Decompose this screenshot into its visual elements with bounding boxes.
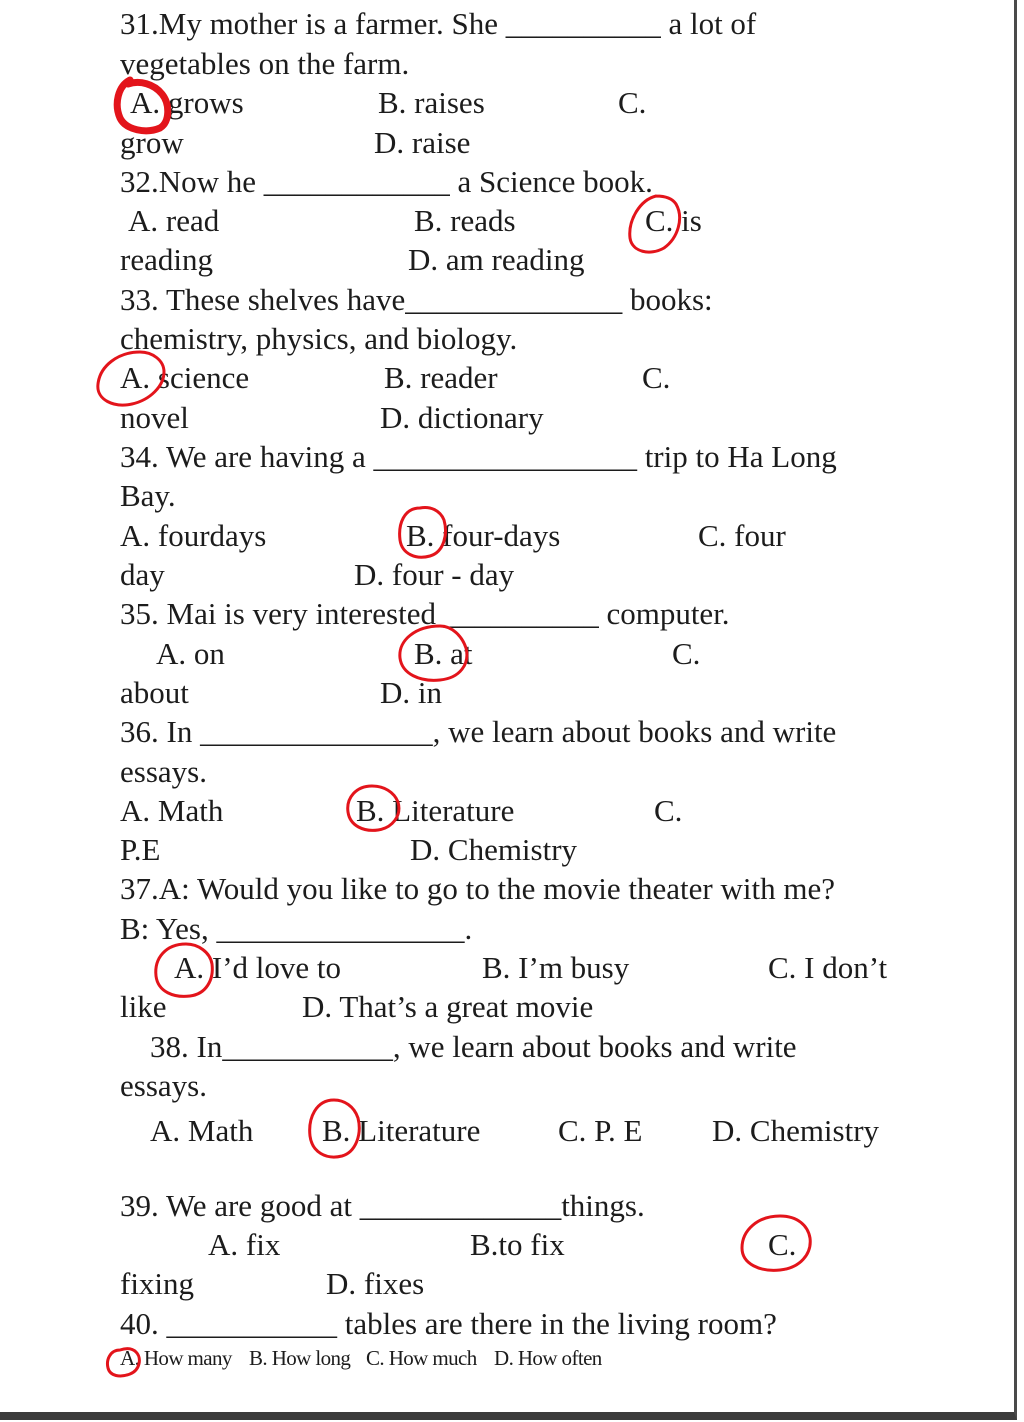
question-34-option-c-continued: day [120, 557, 165, 592]
question-39-option-c: C. [768, 1227, 797, 1262]
question-37-option-c-continued: like [120, 989, 167, 1024]
question-37-option-d: D. That’s a great movie [302, 989, 594, 1024]
question-31-option-c-continued: grow [120, 125, 184, 160]
question-32-option-c: C. is [645, 203, 702, 238]
question-36-option-c: C. [654, 793, 683, 828]
question-33-line-1: 33. These shelves have______________ books: [120, 282, 713, 317]
question-36-line-2: essays. [120, 754, 207, 789]
question-39-option-b: B.to fix [470, 1227, 565, 1262]
question-35-line-1: 35. Mai is very interested __________ computer. [120, 596, 730, 631]
question-34-line-1: 34. We are having a _________________ trip to Ha Long [120, 439, 837, 474]
question-32-option-a: A. read [128, 203, 220, 238]
question-34-option-c: C. four [698, 518, 786, 553]
question-35-option-c-continued: about [120, 675, 189, 710]
question-32-line-1: 32.Now he ____________ a Science book. [120, 164, 653, 199]
question-35-option-b: B. at [414, 636, 473, 671]
question-31-option-d: D. raise [374, 125, 471, 160]
question-37-option-a: A. I’d love to [174, 950, 342, 985]
question-34-option-a: A. fourdays [120, 518, 267, 553]
question-40-option-b: B. How long [249, 1346, 351, 1370]
question-38-option-b: B. Literature [322, 1113, 481, 1148]
question-35-option-c: C. [672, 636, 701, 671]
question-36-line-1: 36. In _______________, we learn about books and write [120, 714, 837, 749]
question-40-line-1: 40. ___________ tables are there in the living room? [120, 1306, 777, 1341]
question-38-option-a: A. Math [150, 1113, 254, 1148]
question-34-option-d: D. four - day [354, 557, 515, 592]
question-38-line-1: 38. In___________, we learn about books and write [150, 1029, 797, 1064]
question-38-line-2: essays. [120, 1068, 207, 1103]
question-40-option-c: C. How much [366, 1346, 477, 1370]
question-31-line-2: vegetables on the farm. [120, 46, 410, 81]
question-36-option-b: B. Literature [356, 793, 515, 828]
question-36-option-a: A. Math [120, 793, 224, 828]
question-39-option-a: A. fix [208, 1227, 281, 1262]
question-31-option-b: B. raises [378, 85, 485, 120]
question-34-line-2: Bay. [120, 478, 176, 513]
question-31-option-c: C. [618, 85, 647, 120]
question-34-option-b: B. four-days [406, 518, 561, 553]
question-39-option-c-continued: fixing [120, 1266, 195, 1301]
question-31-option-a: A. grows [130, 85, 244, 120]
question-32-option-b: B. reads [414, 203, 516, 238]
question-33-option-c: C. [642, 360, 671, 395]
question-37-line-2: B: Yes, ________________. [120, 911, 473, 946]
question-37-option-b: B. I’m busy [482, 950, 630, 985]
question-39-option-d: D. fixes [326, 1266, 425, 1301]
question-33-option-a: A. science [120, 360, 250, 395]
question-40-option-d: D. How often [494, 1346, 602, 1370]
question-31-line-1: 31.My mother is a farmer. She __________ a lot of [120, 6, 757, 41]
question-33-option-c-continued: novel [120, 400, 189, 435]
question-35-option-d: D. in [380, 675, 442, 710]
question-37-option-c: C. I don’t [768, 950, 888, 985]
question-32-option-c-continued: reading [120, 242, 213, 277]
question-36-option-d: D. Chemistry [410, 832, 578, 867]
question-35-option-a: A. on [156, 636, 225, 671]
question-39-line-1: 39. We are good at _____________things. [120, 1188, 645, 1223]
question-36-option-c-continued: P.E [120, 832, 161, 867]
question-32-option-d: D. am reading [408, 242, 585, 277]
question-33-line-2: chemistry, physics, and biology. [120, 321, 518, 356]
question-33-option-b: B. reader [384, 360, 498, 395]
question-38-option-d: D. Chemistry [712, 1113, 880, 1148]
question-33-option-d: D. dictionary [380, 400, 544, 435]
question-38-option-c: C. P. E [558, 1113, 643, 1148]
question-37-line-1: 37.A: Would you like to go to the movie theater with me? [120, 871, 835, 906]
question-40-option-a: A. How many [120, 1346, 232, 1370]
